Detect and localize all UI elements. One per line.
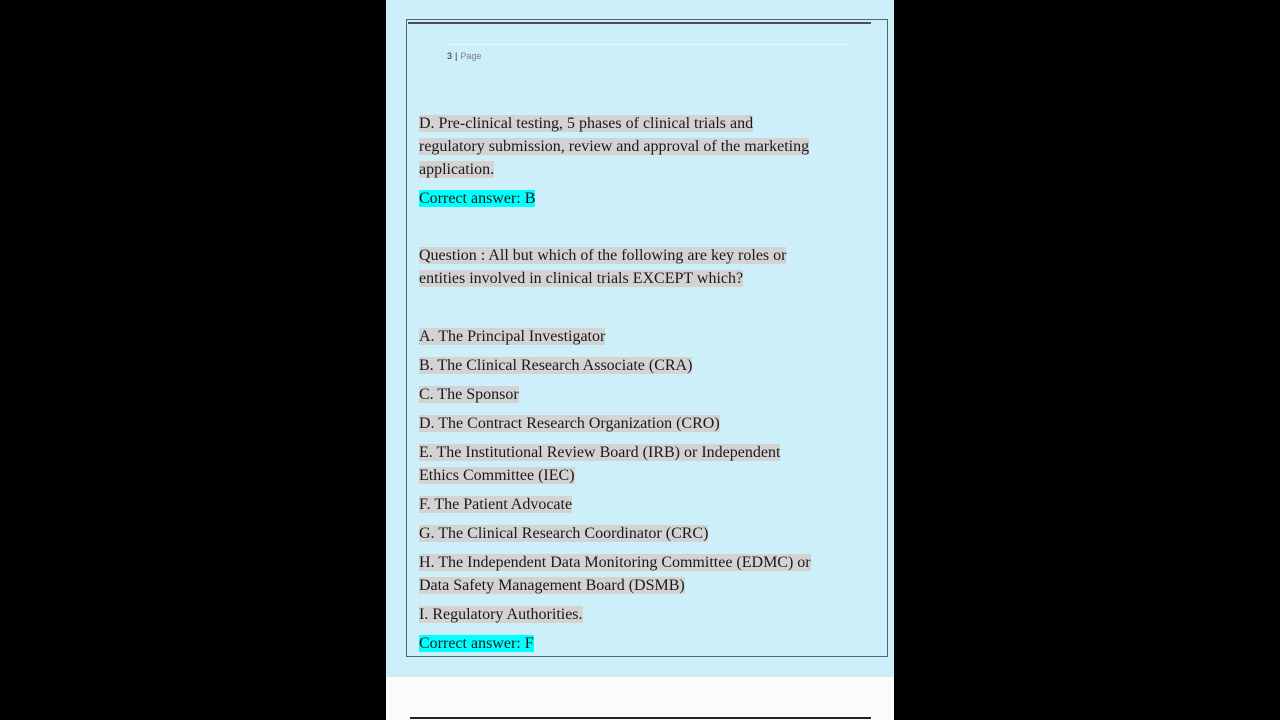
option-e-line-1: E. The Institutional Review Board (IRB) or Independent bbox=[419, 444, 781, 461]
next-page-top-rule bbox=[410, 717, 871, 719]
option-a: A. The Principal Investigator bbox=[419, 328, 606, 345]
option-d-line-2: regulatory submission, review and approval of the marketing bbox=[419, 138, 810, 155]
correct-answer-2: Correct answer: F bbox=[419, 635, 534, 652]
document-viewer[interactable] bbox=[386, 0, 894, 720]
option-f: F. The Patient Advocate bbox=[419, 496, 573, 513]
option-c: C. The Sponsor bbox=[419, 386, 519, 403]
document-page bbox=[386, 0, 894, 677]
header-rule bbox=[446, 44, 848, 45]
option-e-line-2: Ethics Committee (IEC) bbox=[419, 467, 575, 484]
correct-answer-1: Correct answer: B bbox=[419, 190, 536, 207]
question-line-1: Question : All but which of the following are key roles or bbox=[419, 247, 787, 264]
option-d-line-3: application. bbox=[419, 161, 495, 178]
option-d-line-1: D. Pre-clinical testing, 5 phases of clinical trials and bbox=[419, 115, 754, 132]
option-h-line-2: Data Safety Management Board (DSMB) bbox=[419, 577, 685, 594]
question-line-2: entities involved in clinical trials EXCEPT which? bbox=[419, 270, 744, 287]
option-d: D. The Contract Research Organization (CRO) bbox=[419, 415, 720, 432]
page-label: Page bbox=[460, 51, 482, 61]
page-number: 3 bbox=[447, 51, 453, 61]
option-g: G. The Clinical Research Coordinator (CRC) bbox=[419, 525, 709, 542]
page-header-separator: | bbox=[455, 51, 458, 61]
option-b: B. The Clinical Research Associate (CRA) bbox=[419, 357, 693, 374]
option-h-line-1: H. The Independent Data Monitoring Committee (EDMC) or bbox=[419, 554, 811, 571]
option-i: I. Regulatory Authorities. bbox=[419, 606, 583, 623]
page-header bbox=[447, 50, 481, 62]
